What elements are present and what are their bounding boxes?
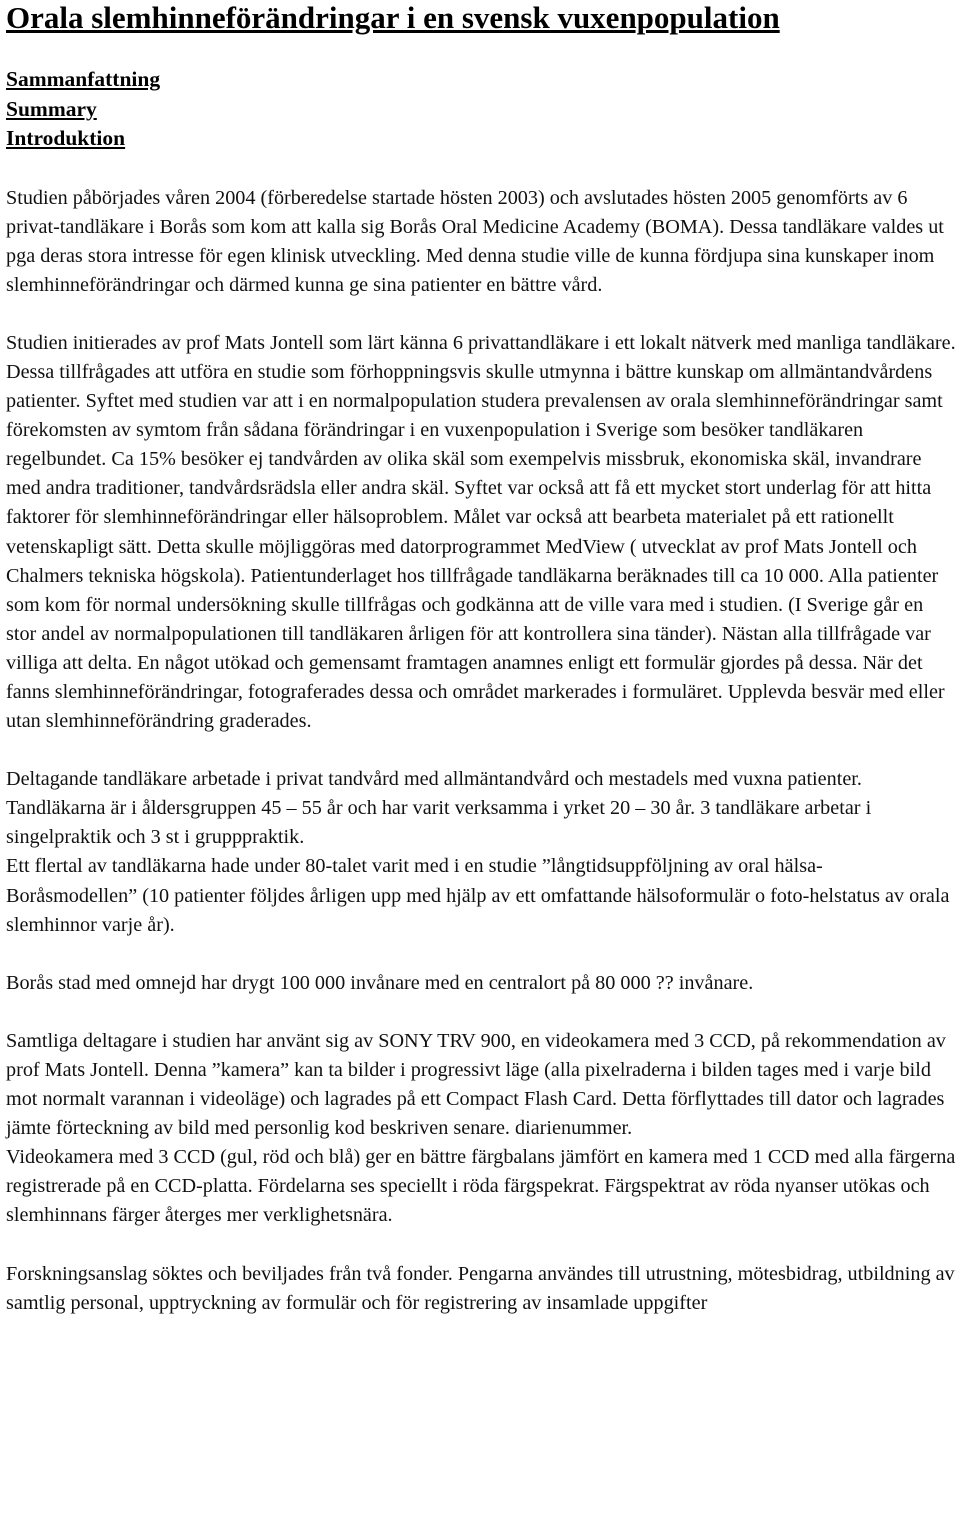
paragraph-ccd-explanation: Videokamera med 3 CCD (gul, röd och blå) ger en bättre färgbalans jämfört en kamera med 1 CCD med alla färgerna registrerade på en CCD-platta. Fördelarna ses speciellt i röda färgspekrat. Färgspektrat av röda nyanser utökas och slemhinnans färger återges mer verklighetsnära.	[6, 1146, 956, 1227]
paragraph-study-start: Studien påbörjades våren 2004 (förberedelse startade hösten 2003) och avslutades hösten 2005 genomförts av 6 privat-tandläkare i Borås som kom att kalla sig Borås Oral Medicine Academy (BOMA). Dessa tandläkare valdes ut pga deras stora intresse för egen klinisk utveckling. Med denna studie ville de kunna fördjupa sina kunskaper inom slemhinneförändringar och därmed kunna ge sina patienter en bättre vård.	[6, 186, 944, 296]
paragraph-participating-dentists: Deltagande tandläkare arbetade i privat tandvård med allmäntandvård och mestadels med vuxna patienter. Tandläkarna är i åldersgruppen 45 – 55 år och har varit verksamma i yrket 20 – 30 år. 3 tandläkare arbetar i singelpraktik och 3 st i grupppraktik.	[6, 768, 872, 849]
document-title: Orala slemhinneförändringar i en svensk vuxenpopulation	[6, 0, 780, 35]
toc-link-introduktion[interactable]: Introduktion	[6, 126, 126, 150]
table-of-contents	[6, 65, 956, 154]
toc-link-sammanfattning[interactable]: Sammanfattning	[6, 67, 161, 91]
paragraph-spacer	[6, 998, 956, 1027]
document-page	[6, 0, 956, 1318]
paragraph-camera-equipment: Samtliga deltagare i studien har använt sig av SONY TRV 900, en videokamera med 3 CCD, på rekommendation av prof Mats Jontell. Denna ”kamera” kan ta bilder i progressivt läge (alla pixelraderna i bilden tages med i varje bild mot normalt varannan i videoläge) och lagrades på ett Compact Flash Card. Detta förflyttades till dator och lagrades jämte förteckning av bild med personlig kod beskriven senare. diarienummer.	[6, 1029, 946, 1140]
paragraph-spacer	[6, 300, 956, 329]
paragraph-spacer	[6, 736, 956, 765]
paragraph-previous-study: Ett flertal av tandläkarna hade under 80-talet varit med i en studie ”långtidsuppföljning av oral hälsa- Boråsmodellen” (10 patienter följdes årligen upp med hjälp av ett omfattande hälsoformulär o foto-helstatus av orala slemhinnor varje år).	[6, 855, 950, 936]
paragraph-boras-population: Borås stad med omnejd har drygt 100 000 invånare med en centralort på 80 000 ?? invånare.	[6, 971, 754, 994]
document-body	[6, 184, 956, 1318]
paragraph-spacer	[6, 940, 956, 969]
toc-link-summary[interactable]: Summary	[6, 96, 97, 121]
paragraph-study-initiation: Studien initierades av prof Mats Jontell som lärt känna 6 privattandläkare i ett lokalt nätverk med manliga tandläkare. Dessa tillfrågades att utföra en studie som förhoppningsvis skulle utmynna i bättre kunskap om allmäntandvårdens patienter. Syftet med studien var att i en normalpopulation studera prevalensen av orala slemhinneförändringar samt förekomsten av symtom från sådana förändringar i en vuxenpopulation i Sverige som besöker tandläkaren regelbundet. Ca 15% besöker ej tandvården av olika skäl som exempelvis missbruk, ekonomiska skäl, invandrare med andra traditioner, tandvårdsrädsla eller andra skäl. Syftet var också att få ett mycket stort underlag för att hitta faktorer för slemhinneförändringar eller hälsoproblem. Målet var också att bearbeta materialet på ett rationellt vetenskapligt sätt. Detta skulle möjliggöras med datorprogrammet MedView ( utvecklat av prof Mats Jontell och Chalmers tekniska högskola). Patientunderlaget hos tillfrågade tandläkarna beräknades till ca 10 000. Alla patienter som kom för normal undersökning skulle tillfrågas och godkänna att de ville vara med i studien. (I Sverige går en stor andel av normalpopulationen till tandläkaren årligen för att kontrollera sina tänder). Nästan alla tillfrågade var villiga att delta. En något utökad och gemensamt framtagen anamnes enligt ett formulär gjordes på dessa. När det fanns slemhinneförändringar, fotograferades dessa och området markerades i formuläret. Upplevda besvär med eller utan slemhinneförändring graderades.	[6, 331, 956, 733]
paragraph-funding: Forskningsanslag söktes och beviljades från två fonder. Pengarna användes till utrustning, mötesbidrag, utbildning av samtlig personal, upptryckning av formulär och för registrering av insamlade uppgifter	[6, 1262, 955, 1314]
paragraph-spacer	[6, 1231, 956, 1260]
